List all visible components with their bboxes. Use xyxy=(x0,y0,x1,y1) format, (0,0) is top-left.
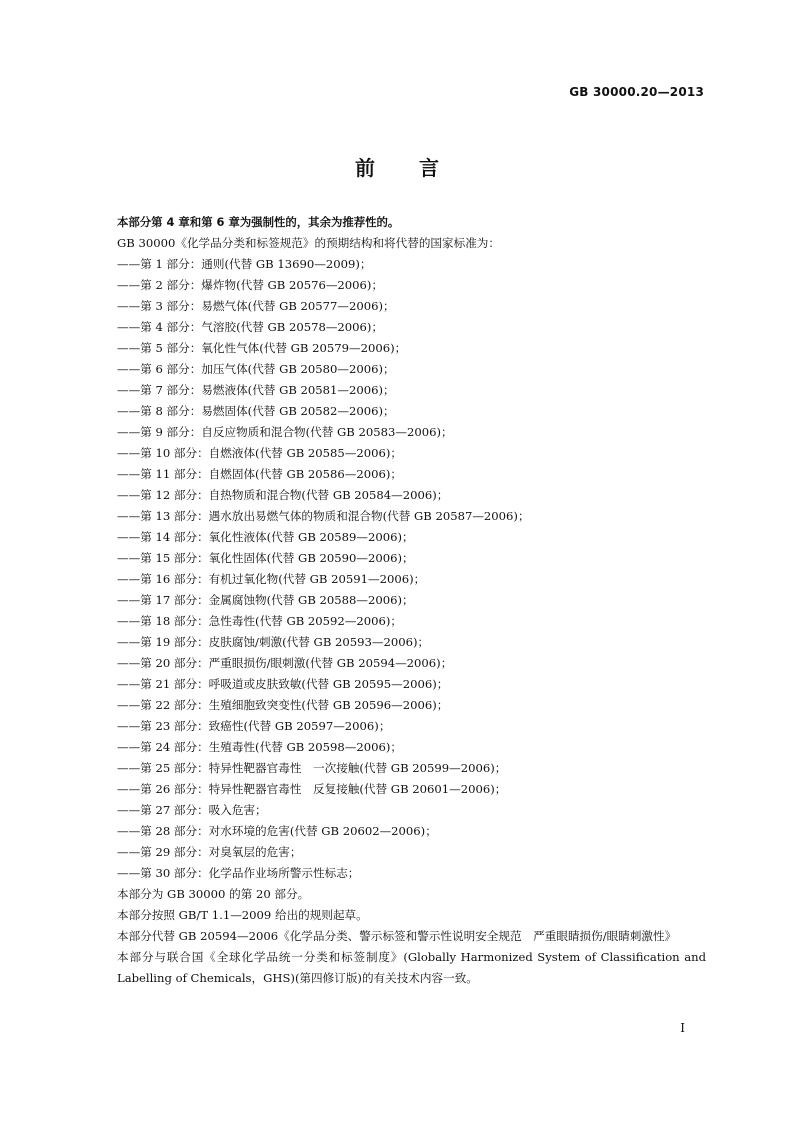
closing-paragraph: 本部分代替 GB 20594—2006《化学品分类、警示标签和警示性说明安全规范 严重眼睛损伤/眼睛刺激性》 xyxy=(117,929,677,943)
part-list-item: ——第 20 部分：严重眼损伤/眼刺激(代替 GB 20594—2006)； xyxy=(117,656,453,670)
mandatory-statement: 本部分第 4 章和第 6 章为强制性的，其余为推荐性的。 xyxy=(117,215,400,229)
part-list-item: ——第 5 部分：氧化性气体(代替 GB 20579—2006)； xyxy=(117,341,407,355)
part-list-item: ——第 28 部分：对水环境的危害(代替 GB 20602—2006)； xyxy=(117,824,437,838)
standard-code: GB 30000.20—2013 xyxy=(569,85,704,99)
part-list-item: ——第 25 部分：特异性靶器官毒性 一次接触(代替 GB 20599—2006)； xyxy=(117,761,507,775)
part-list-item: ——第 7 部分：易燃液体(代替 GB 20581—2006)； xyxy=(117,383,395,397)
page-title: 前言 xyxy=(355,156,483,180)
part-list-item: ——第 15 部分：氧化性固体(代替 GB 20590—2006)； xyxy=(117,551,414,565)
part-list-item: ——第 19 部分：皮肤腐蚀/刺激(代替 GB 20593—2006)； xyxy=(117,635,430,649)
part-list-item: ——第 18 部分：急性毒性(代替 GB 20592—2006)； xyxy=(117,614,403,628)
closing-paragraph: 本部分与联合国《全球化学品统一分类和标签制度》(Globally Harmonized System of Classification and Labelling of Chemicals，GHS)(第四修订版)的有关技术内容一致。 xyxy=(117,950,706,985)
part-list-item: ——第 2 部分：爆炸物(代替 GB 20576—2006)； xyxy=(117,278,384,292)
part-list-item: ——第 23 部分：致癌性(代替 GB 20597—2006)； xyxy=(117,719,391,733)
part-list-item: ——第 13 部分：遇水放出易燃气体的物质和混合物(代替 GB 20587—2006)； xyxy=(117,509,530,523)
page-number: I xyxy=(680,1021,685,1035)
part-list-item: ——第 21 部分：呼吸道或皮肤致敏(代替 GB 20595—2006)； xyxy=(117,677,449,691)
part-list-item: ——第 26 部分：特异性靶器官毒性 反复接触(代替 GB 20601—2006)； xyxy=(117,782,507,796)
part-list-item: ——第 6 部分：加压气体(代替 GB 20580—2006)； xyxy=(117,362,395,376)
parts-list xyxy=(89,254,706,884)
part-list-item: ——第 17 部分：金属腐蚀物(代替 GB 20588—2006)； xyxy=(117,593,414,607)
part-list-item: ——第 22 部分：生殖细胞致突变性(代替 GB 20596—2006)； xyxy=(117,698,449,712)
document-body xyxy=(89,212,706,989)
structure-statement: GB 30000《化学品分类和标签规范》的预期结构和将代替的国家标准为： xyxy=(117,236,500,250)
part-list-item: ——第 9 部分：自反应物质和混合物(代替 GB 20583—2006)； xyxy=(117,425,453,439)
part-list-item: ——第 24 部分：生殖毒性(代替 GB 20598—2006)； xyxy=(117,740,403,754)
part-list-item: ——第 1 部分：通则(代替 GB 13690—2009)； xyxy=(117,257,372,271)
part-list-item: ——第 14 部分：氧化性液体(代替 GB 20589—2006)； xyxy=(117,530,414,544)
part-list-item: ——第 29 部分：对臭氧层的危害； xyxy=(117,845,302,859)
part-list-item: ——第 12 部分：自热物质和混合物(代替 GB 20584—2006)； xyxy=(117,488,449,502)
part-list-item: ——第 8 部分：易燃固体(代替 GB 20582—2006)； xyxy=(117,404,395,418)
closing-paragraph: 本部分为 GB 30000 的第 20 部分。 xyxy=(117,887,310,901)
part-list-item: ——第 11 部分：自燃固体(代替 GB 20586—2006)； xyxy=(117,467,403,481)
part-list-item: ——第 4 部分：气溶胶(代替 GB 20578—2006)； xyxy=(117,320,384,334)
part-list-item: ——第 10 部分：自燃液体(代替 GB 20585—2006)； xyxy=(117,446,403,460)
part-list-item: ——第 30 部分：化学品作业场所警示性标志； xyxy=(117,866,360,880)
part-list-item: ——第 3 部分：易燃气体(代替 GB 20577—2006)； xyxy=(117,299,395,313)
closing-paragraph: 本部分按照 GB/T 1.1—2009 给出的规则起草。 xyxy=(117,908,368,922)
part-list-item: ——第 27 部分：吸入危害； xyxy=(117,803,267,817)
part-list-item: ——第 16 部分：有机过氧化物(代替 GB 20591—2006)； xyxy=(117,572,426,586)
